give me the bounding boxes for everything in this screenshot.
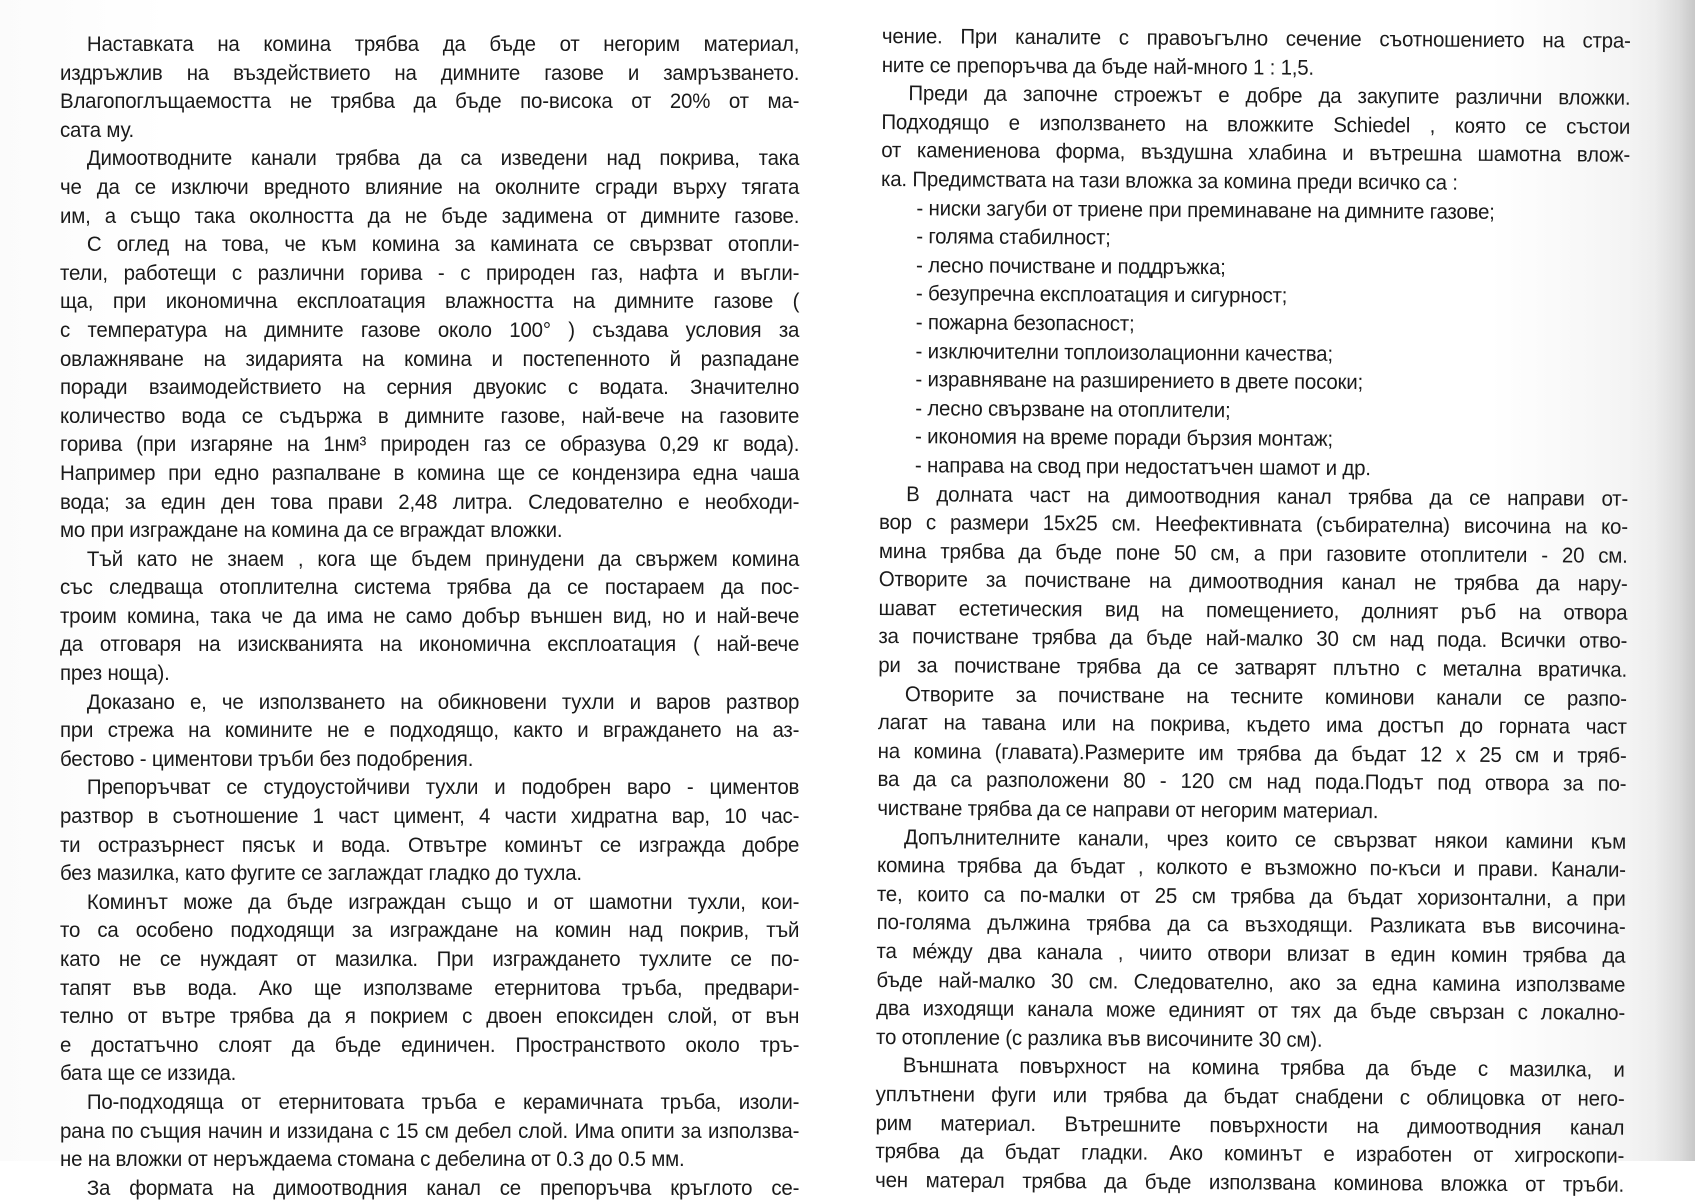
text-line: По-подходяща от етернитовата тръба е керамичната тръба, изоли- bbox=[86, 1089, 800, 1114]
text-line: чистване трябва да се направи от негорим материал. bbox=[877, 796, 1379, 824]
text-line: сата му. bbox=[60, 117, 134, 142]
text-line: да отговаря на изискванията на икономична експлоатация ( най-вече bbox=[60, 632, 800, 657]
text-line: тапят във вода. Ако ще използваме етернитова тръба, предвари- bbox=[60, 975, 800, 1000]
text-line: Отворите за почистване на димоотводния канал не трябва да нару- bbox=[878, 567, 1628, 597]
text-line: овлажняване на зидарията на комина и постепенното й разпадане bbox=[60, 346, 800, 371]
list-item: - направа на свод при недостатъчен шамот и др. bbox=[914, 453, 1371, 481]
text-line: уплътнени фуги или трябва да бъдат снабдени с облицовка от него- bbox=[875, 1081, 1625, 1111]
text-line: чение. При каналите с правоъгълно сечение съотношението на стра- bbox=[881, 23, 1631, 53]
list-item: - лесно свързване на отоплители; bbox=[915, 395, 1231, 422]
text-line: ри за почистване трябва да се затварят плътно с метална вратичка. bbox=[878, 653, 1628, 682]
text-line: шават естетическия вид на помещението, долният ръб на отвора bbox=[878, 595, 1628, 625]
text-line: по-голяма дължина трябва да са възходящи. Разликата във височина- bbox=[876, 910, 1626, 940]
list-item: - лесно почистване и поддръжка; bbox=[916, 252, 1226, 279]
text-line: Наставката на комина трябва да бъде от негорим материал, bbox=[86, 32, 800, 56]
text-line: Подходящо е използването на вложките Schiedel , която се състои bbox=[881, 109, 1631, 139]
text-line: мина трябва да бъде поне 50 см, а при газовите отоплители - 20 см. bbox=[878, 538, 1628, 568]
text-line: бъде най-малко 30 см. Следователно, ако за една камина използваме bbox=[876, 967, 1626, 997]
text-line: през ноща). bbox=[60, 661, 170, 686]
text-line: рим материал. Вътрешните повърхности на димоотводния канал bbox=[875, 1110, 1625, 1140]
text-line: ните се препоръчва да бъде най-много 1 : 1,5. bbox=[881, 52, 1315, 80]
text-line: Допълнителните канали, чрез които се свързват някои камини към bbox=[904, 824, 1627, 854]
list-item: - икономия на време поради бързия монтаж; bbox=[915, 424, 1333, 452]
text-line: ща, при икономична експлоатация влажността на димните газове ( bbox=[60, 289, 800, 314]
text-line: троим комина, така че да има не само добър външен вид, но и най-вече bbox=[60, 603, 800, 628]
text-line: вода; за един ден това прави 2,48 литра. Следователно е необходи- bbox=[60, 489, 800, 514]
text-line: вор с размери 15x25 см. Неефективната (събирателна) височина на ко- bbox=[878, 510, 1628, 539]
text-line: ва да са разположени 80 - 120 см над пода.Подът под отвора за по- bbox=[877, 767, 1627, 797]
text-line: лагат на тавана или на покрива, където има достъп до горната част bbox=[877, 710, 1627, 740]
text-line: рана по същия начин и иззидана с 15 см дебел слой. Има опити за използва- bbox=[60, 1118, 800, 1143]
text-line: Доказано е, че използването на обикновени тухли и варов разтвор bbox=[86, 689, 800, 714]
text-line: мо при изграждане на комина да се вграждат вложки. bbox=[60, 518, 563, 543]
text-line: то са особено подходящи за изграждане на комин над покрив, тъй bbox=[60, 918, 800, 943]
text-line: без мазилка, като фугите се заглаждат гладко до тухла. bbox=[60, 861, 582, 886]
text-line: е достатъчно слоят да бъде единичен. Пространството около тръ- bbox=[60, 1032, 800, 1057]
text-line: та ме́жду два канала , чиито отвори влизат в един комин трябва да bbox=[876, 938, 1626, 968]
text-line: със следваща отоплителна система трябва да се постараем да пос- bbox=[60, 575, 800, 600]
text-line: те, които са по-малки от 25 см трябва да бъдат хоризонтални, а при bbox=[876, 881, 1626, 911]
text-line: Отворите за почистване на тесните коминови канали се разпо- bbox=[904, 681, 1627, 711]
text-line: им, а също така околността да не бъде задимена от димните газове. bbox=[60, 203, 800, 228]
list-item: - изключителни топлоизолационни качества; bbox=[915, 338, 1333, 366]
text-line: тели, работещи с различни горива - с природен газ, нафта и въгли- bbox=[60, 260, 800, 285]
text-line: поради взаимодействието на серния двуокис с водата. Значително bbox=[60, 375, 800, 400]
text-line: чен матерал трябва да бъде използвана коминова вложка от тръби. bbox=[875, 1167, 1625, 1197]
left-page-text bbox=[60, 30, 799, 1202]
text-line: комина трябва да бъдат , колкото е възможно по-къси и прави. Канали- bbox=[876, 853, 1626, 882]
text-line: С оглед на това, че към комина за камината се свързват отопли- bbox=[86, 232, 800, 257]
text-line: ка. Предимствата на тази вложка за комина преди всичко са : bbox=[881, 166, 1458, 195]
text-line: Димоотводните канали трябва да са изведени над покрива, така bbox=[86, 146, 800, 171]
text-line: при стрежа на комините не е подходящо, както и вграждането на аз- bbox=[60, 718, 800, 743]
text-line: че да се изключи вредното влияние на околните сгради върху тягата bbox=[60, 174, 800, 199]
text-line: бестово - циментови тръби без подобрения. bbox=[60, 746, 474, 771]
text-line: Външната повърхност на комина трябва да бъде с мазилка, и bbox=[902, 1053, 1625, 1083]
text-line: разтвор в съотношение 1 част цимент, 4 части хидратна вар, 10 час- bbox=[60, 804, 800, 829]
text-line: За формата на димоотводния канал се препоръчва кръглото се- bbox=[86, 1175, 800, 1200]
text-line: Препоръчват се студоустойчиви тухли и подобрен варо - циментов bbox=[86, 775, 800, 800]
text-line: Тъй като не знаем , кога ще бъдем принудени да свържем комина bbox=[86, 546, 800, 571]
text-line: трябва да бъдат гладки. Ако коминът е изработен от хигроскопи- bbox=[875, 1139, 1625, 1168]
list-item: - безупречна експлоатация и сигурност; bbox=[915, 281, 1288, 308]
text-line: бата ще се иззида. bbox=[60, 1061, 237, 1086]
text-line: два изходящи канала може единият от тях да бъде свързан с локално- bbox=[876, 996, 1626, 1025]
text-line: от камениенова форма, въздушна хлабина и вътрешна шамотна влож- bbox=[881, 138, 1631, 168]
list-item: - голяма стабилност; bbox=[916, 224, 1111, 250]
text-line: издръжлив на въздействието на димните газове и замръзването. bbox=[60, 60, 800, 85]
left-page bbox=[0, 0, 848, 1200]
text-line: ти остразърнест пясък и вода. Отвътре коминът се изгражда добре bbox=[60, 832, 800, 857]
right-page bbox=[848, 0, 1695, 1197]
text-line: като не се нуждаят от мазилка. При изграждането тухлите се по- bbox=[60, 947, 800, 971]
text-line: с температура на димните газове около 100° ) създава условия за bbox=[60, 317, 800, 342]
text-line: Влагопоглъщаемостта не трябва да бъде по-висока от 20% от ма- bbox=[60, 89, 800, 114]
text-line: количество вода се съдържа в димните газове, най-вече на газовите bbox=[60, 403, 800, 428]
text-line: В долната част на димоотводния канал трябва да се направи от- bbox=[906, 481, 1629, 511]
list-item: - ниски загуби от триене при преминаване на димните газове; bbox=[916, 195, 1495, 224]
text-line: Преди да започне строежът е добре да закупите различни вложки. bbox=[908, 81, 1631, 110]
text-line: не на вложки от неръждаема стомана с дебелина от 0.3 до 0.5 мм. bbox=[60, 1147, 685, 1172]
text-line: горива (при изгаряне на 1нм³ природен газ се образува 0,29 кг вода). bbox=[60, 432, 800, 457]
list-item: - пожарна безопасност; bbox=[915, 310, 1135, 336]
text-line: Например при едно разпалване в комина ще се кондензира една чаша bbox=[60, 460, 800, 485]
text-line: за почистване трябва да бъде най-малко 30 см над пода. Всички отво- bbox=[878, 624, 1628, 654]
right-page-text bbox=[875, 22, 1631, 1199]
text-line: на комина (главата).Размерите им трябва да бъдат 12 x 25 см и тряб- bbox=[877, 738, 1627, 768]
list-item: - изравняване на разширението в двете посоки; bbox=[915, 367, 1364, 395]
text-line: телно от вътре трябва да я покрием с двоен епоксиден слой, от вън bbox=[60, 1004, 800, 1029]
text-line: Коминът може да бъде изграждан също и от шамотни тухли, кои- bbox=[86, 889, 800, 914]
text-line: то отопление (с разлика във височините 30 см). bbox=[875, 1024, 1323, 1052]
